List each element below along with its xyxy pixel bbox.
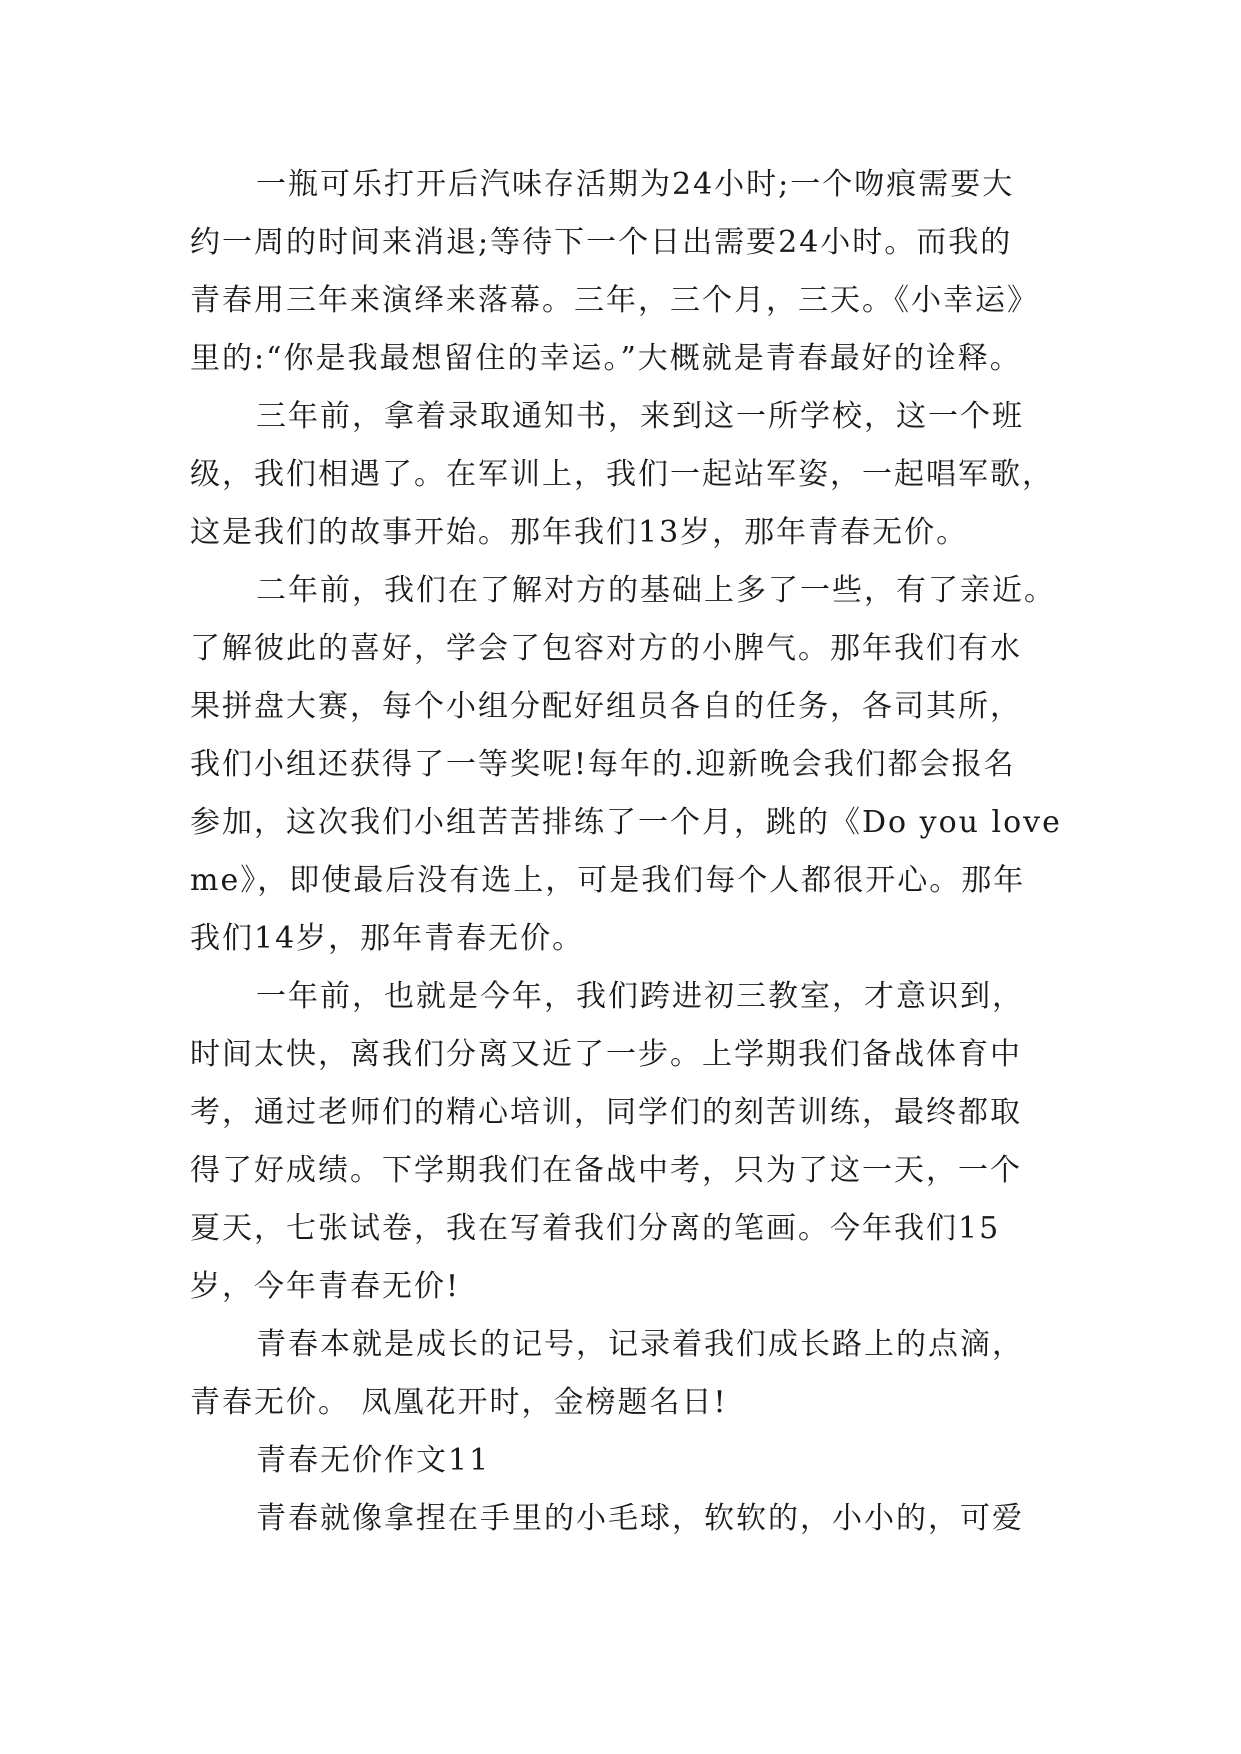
text-line: 果拼盘大赛，每个小组分配好组员各自的任务，各司其所， xyxy=(190,689,1022,724)
text-line: 级，我们相遇了。在军训上，我们一起站军姿，一起唱军歌， xyxy=(190,457,1054,492)
text-line: 约一周的时间来消退;等待下一个日出需要24小时。而我的 xyxy=(190,225,1013,260)
text-line: 了解彼此的喜好，学会了包容对方的小脾气。那年我们有水 xyxy=(190,631,1022,666)
text-line: 我们14岁，那年青春无价。 xyxy=(190,921,585,956)
text-line: 一瓶可乐打开后汽味存活期为24小时;一个吻痕需要大 xyxy=(256,167,1015,202)
text-line: 青春就像拿捏在手里的小毛球，软软的，小小的，可爱 xyxy=(256,1501,1024,1536)
text-line: 参加，这次我们小组苦苦排练了一个月，跳的《Do you love xyxy=(190,805,1062,840)
text-line: 时间太快，离我们分离又近了一步。上学期我们备战体育中 xyxy=(190,1037,1022,1072)
text-line: 二年前，我们在了解对方的基础上多了一些，有了亲近。 xyxy=(256,573,1056,608)
section-heading: 青春无价作文11 xyxy=(256,1443,491,1478)
text-line: 青春本就是成长的记号，记录着我们成长路上的点滴， xyxy=(256,1327,1024,1362)
text-line: 岁，今年青春无价! xyxy=(190,1269,461,1304)
text-line: 我们小组还获得了一等奖呢!每年的.迎新晚会我们都会报名 xyxy=(190,747,1016,782)
text-line: 青春用三年来演绎来落幕。三年，三个月，三天。《小幸运》 xyxy=(190,283,1039,318)
text-line: 夏天，七张试卷，我在写着我们分离的笔画。今年我们15 xyxy=(190,1211,1001,1246)
text-line: 得了好成绩。下学期我们在备战中考，只为了这一天，一个 xyxy=(190,1153,1022,1188)
text-line: 里的:“你是我最想留住的幸运。”大概就是青春最好的诠释。 xyxy=(190,341,1022,376)
document-body xyxy=(190,156,1070,1548)
text-line: 三年前，拿着录取通知书，来到这一所学校，这一个班 xyxy=(256,399,1024,434)
text-line: 青春无价。 凤凰花开时，金榜题名日! xyxy=(190,1385,728,1420)
text-line: 一年前，也就是今年，我们跨进初三教室，才意识到， xyxy=(256,979,1024,1014)
text-line: me》，即使最后没有选上，可是我们每个人都很开心。那年 xyxy=(190,863,1026,898)
text-line: 这是我们的故事开始。那年我们13岁，那年青春无价。 xyxy=(190,515,969,550)
text-line: 考，通过老师们的精心培训，同学们的刻苦训练，最终都取 xyxy=(190,1095,1022,1130)
